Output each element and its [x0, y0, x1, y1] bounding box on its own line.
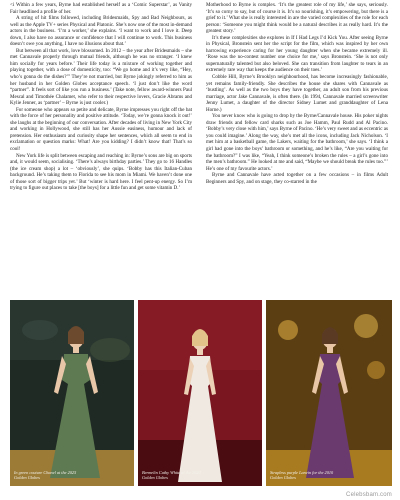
article-paragraph: Cobble Hill, Byrne’s Brooklyn neighbourhood, has become increasingly fashionable, yet remains family-friendly. She describes the house she shares with Cannavale as ‘bustling’. As well as the two boys they have together, an adult son from his previous marriage, actor Jake Cannavale, is often there. (In 1994, Cannavale married screenwriter Jenny Lumet, a daughter of the director Sidney Lumet and granddaughter of Lena Horne.)	[206, 74, 388, 113]
photo-purple-gown	[266, 300, 392, 486]
photo-white-gown	[138, 300, 262, 486]
article-paragraph: It’s these complexities she explores in If I Had Legs I’d Kick You. After seeing Byrne in Physical, Bronstein sent her the script for the film, which was inspired by her own harrowing experience caring for her young daughter when she became extremely ill. ‘Rose was the no-contest number one choice for me,’ says Bronstein. ‘She is not only supernaturally talented but also beloved. She can transition from laughter to tears in an extremely rare way that keeps the audience on their toes.’	[206, 34, 388, 74]
photo-green-gown-image	[10, 300, 134, 486]
article-paragraph: Motherhood to Byrne is complex. ‘It’s the greatest role of my life,’ she says, seriously. ‘It’s so corny to say, but of course it is. It’s so nourishing, it’s empowering, but there is a grief to it.’ What she is really interested in are the varied complexities of the role for each person: ‘Someone you might think would be a natural describes it as really hard. It’s the greatest story.’	[206, 2, 388, 35]
article-paragraph: But between all that work, love blossomed. In 2012 – the year after Bridesmaids – she met Cannavale properly through mutual friends, although he was no stranger. ‘I knew him socially for years before.’ Their life today is a mixture of working together and playing together, with a dose of domesticity, too: “We go home and it’s very like, “Hey, who’s gonna do the dishes?”’ They’re not married, but Byrne jokingly referred to him as her husband in her Golden Globes acceptance speech. ‘I just don’t like the word “partner”. It feels sort of like you run a business.’ (Take note, fellow award-winners Paul Mescal and Timothée Chalamet, who refer to their respective lovers, Gracie Abrams and Kylie Jenner, as ‘partner’ – Byrne is just cooler.)	[10, 47, 192, 107]
photo-caption: In green couture Chanel at the 2025 Golden Globes	[14, 469, 77, 480]
article-column-right	[206, 2, 388, 298]
photo-white-gown-image	[138, 300, 262, 486]
photo-green-gown	[10, 300, 134, 486]
photo-strip	[10, 300, 392, 486]
article-paragraph: Byrne and Cannavale have acted together on a few occasions – in films Adult Beginners and Spy, and on stage, they co-starred in the	[206, 172, 388, 185]
photo-caption: Bermelin Cathy White at the 2020 Golden Globes	[142, 469, 201, 480]
article-paragraph: <i Within a few years, Byrne had established herself as a ‘Comic Superstar’, as Vanity Fair headlined a profile of her.	[10, 2, 192, 15]
image-credit-watermark: Celebsbam.com	[346, 492, 392, 498]
article-paragraph: New York life is split between escaping and reaching in: Byrne’s sons are big on sports and, it would seem, socialising. ‘There’s always birthday parties.’ They go to 16 Handles (the ice cream shop) a lot – ‘obviously’, she quips. ‘Bobby has this Italian-Cuban background. He’s taking them to Florida to see his mom in Miami. We haven’t done one of those sort of bigger trips yet.’ But ‘winter is hard here. I feel pent-up energy. So I’m trying to figure out places to take [the boys] for a little fun and get some vitamin D.’	[10, 152, 192, 192]
photo-caption: Strapless purple Lanvin for the 2010 Golden Globes	[270, 469, 334, 480]
article-paragraph: For someone who appears so petite and delicate, Byrne impresses you right off the bat with the force of her personality and positive attitude. ‘Today, we’re gonna knock it out!’ she laughs at the beginning of our conversation. After decades of living in New York City and working in Hollywood, she still has her Aussie easiness, humour and lack of pretension. Her enthusiasm and curiosity shape her sentences, which all seem to end in exclamation or question marks: What! Are you kidding? I didn’t know that! That’s so cool!	[10, 106, 192, 153]
article-paragraph: A string of hit films followed, including Bridesmaids, Spy and Bad Neighbours, as well as the Apple TV+ series Physical and Platonic. She’s now one of the most in-demand actors in the business. ‘I’m a worker,’ she explains. ‘I want to work and I love it. Deep down, I also have no assurance or confidence that I will continue to work. This business doesn’t owe you anything, I have no illusions about that.’	[10, 15, 192, 48]
photo-purple-gown-image	[266, 300, 392, 486]
article-paragraph: You never know who is going to drop by the Byrne/Cannavale house. His poker nights draw friends and fellow card sharks such as Joe Hamm, Paul Rudd and Al Pacino. ‘Bobby’s very close with him,’ says Byrne of Pacino. ‘He’s very sweet and as eccentric as you could imagine.’ Along the way, she’s met all the icons, including Jack Nicholson. ‘I met him at a basketball game, the Lakers, waiting for the bathroom,’ she says. ‘I think a girl had gone into the boys’ bathroom or something, and he’s like, “Are you waiting for the bathroom?” I was like, “Yeah, I think someone’s broken the rules – a girl’s gone into the men’s bathroom.” He looked at me and said, “Maybe we should break the rules too.”’ He’s one of my favourite actors.’	[206, 113, 388, 172]
article-column-left	[10, 2, 192, 298]
